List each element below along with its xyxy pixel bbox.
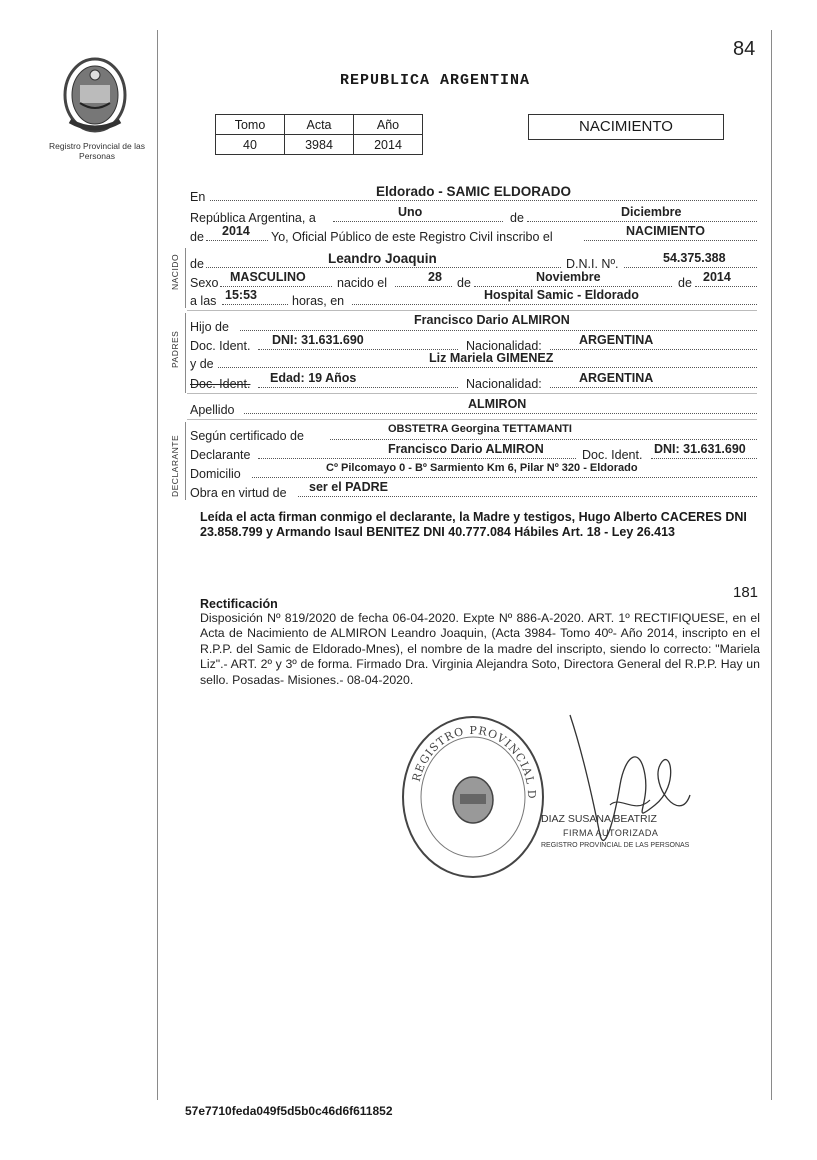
- document-country-title: REPUBLICA ARGENTINA: [340, 72, 531, 89]
- domicilio-label: Domicilio: [190, 467, 241, 481]
- stamp-name: DIAZ SUSANA BEATRIZ: [541, 813, 657, 825]
- address-value: Cº Pilcomayo 0 - Bº Sarmiento Km 6, Pilar Nº 320 - Eldorado: [326, 462, 638, 474]
- nacido-bracket: [185, 248, 186, 308]
- birth-year-value: 2014: [703, 270, 731, 284]
- padres-side-label: PADRES: [170, 330, 180, 368]
- inscribe-value: NACIMIENTO: [626, 224, 705, 238]
- place-value: Eldorado - SAMIC ELDORADO: [376, 184, 571, 199]
- svg-text:REGISTRO PROVINCIAL DE: REGISTRO PROVINCIAL D: [409, 723, 539, 800]
- birth-month-value: Noviembre: [536, 270, 601, 284]
- padres-bracket: [185, 313, 186, 393]
- mother-value: Liz Mariela GIMENEZ: [429, 351, 554, 365]
- docident3-label: Doc. Ident.: [582, 448, 643, 462]
- rectification-title: Rectificación: [200, 597, 278, 611]
- table-cell: 40: [216, 135, 285, 155]
- birth-time-value: 15:53: [225, 288, 257, 302]
- page-number: 84: [733, 38, 756, 60]
- declarant-value: Francisco Dario ALMIRON: [388, 442, 544, 456]
- table-header: Acta: [285, 115, 354, 135]
- nacido-label: nacido el: [337, 276, 388, 290]
- logo-caption: Registro Provincial de las Personas: [49, 141, 145, 161]
- horas-label: horas, en: [292, 294, 345, 308]
- section-divider: [187, 393, 757, 394]
- dni-value: 54.375.388: [663, 251, 726, 265]
- dni-label: D.N.I. Nº.: [566, 257, 619, 271]
- docident-label: Doc. Ident.: [190, 339, 251, 353]
- mother-doc-value: Edad: 19 Años: [270, 371, 357, 385]
- birth-place-value: Hospital Samic - Eldorado: [484, 288, 639, 302]
- rectification-number: 181: [733, 584, 759, 601]
- segun-label: Según certificado de: [190, 429, 304, 443]
- en-label: En: [190, 190, 206, 204]
- hijo-label: Hijo de: [190, 320, 229, 334]
- table-header: Tomo: [216, 115, 285, 135]
- de-label: de: [510, 211, 524, 225]
- surname-value: ALMIRON: [468, 397, 527, 411]
- de5-label: de: [678, 276, 692, 290]
- left-margin-line: [157, 30, 158, 1100]
- de3-label: de: [190, 257, 204, 271]
- table-cell: 2014: [354, 135, 423, 155]
- obra-label: Obra en virtud de: [190, 486, 287, 500]
- act-type-box: NACIMIENTO: [528, 114, 724, 140]
- father-doc-value: DNI: 31.631.690: [272, 333, 364, 347]
- declarante-side-label: DECLARANTE: [170, 434, 180, 497]
- dotted-line: [395, 274, 452, 287]
- mother-nat-value: ARGENTINA: [579, 371, 654, 385]
- sexo-label: Sexo: [190, 276, 219, 290]
- father-value: Francisco Dario ALMIRON: [414, 313, 570, 327]
- de4-label: de: [457, 276, 471, 290]
- alas-label: a las: [190, 294, 217, 308]
- capacity-value: ser el PADRE: [309, 480, 388, 494]
- declarant-doc-value: DNI: 31.631.690: [654, 442, 746, 456]
- table-cell: 3984: [285, 135, 354, 155]
- official-seal-icon: [398, 712, 548, 887]
- day-value: Uno: [398, 205, 423, 219]
- de2-label: de: [190, 230, 204, 244]
- document-hash: 57e7710feda049f5d5b0c46d6f611852: [185, 1104, 393, 1118]
- section-divider: [187, 310, 757, 311]
- stamp-role: FIRMA AUTORIZADA: [563, 828, 659, 838]
- apellido-label: Apellido: [190, 403, 235, 417]
- certificate-value: OBSTETRA Georgina TETTAMANTI: [388, 423, 572, 435]
- nacionalidad-label: Nacionalidad:: [466, 339, 542, 353]
- table-header: Año: [354, 115, 423, 135]
- nacionalidad2-label: Nacionalidad:: [466, 377, 542, 391]
- act-reference-table: [215, 114, 423, 155]
- section-divider: [187, 419, 757, 420]
- declarante-bracket: [185, 422, 186, 500]
- declarante-label: Declarante: [190, 448, 251, 462]
- father-nat-value: ARGENTINA: [579, 333, 654, 347]
- nacido-side-label: NACIDO: [170, 253, 180, 290]
- sex-value: MASCULINO: [230, 270, 306, 284]
- birth-day-value: 28: [428, 270, 442, 284]
- year-value: 2014: [222, 224, 250, 238]
- province-emblem-icon: [60, 55, 130, 135]
- docident2-label: Doc. Ident.: [190, 377, 251, 391]
- rectification-text: Disposición Nº 819/2020 de fecha 06-04-2020. Expte Nº 886-A-2020. ART. 1º RECTIFIQUESE, en el Acta de Nacimiento de ALMIRON Leandro Joaquin, (Acta 3984- Tomo 40º- Año 2014, inscripto en el R.P.P. del Samic de Eldorado-Mnes), el nombre de la madre del inscripto, siendo lo correcto: "Mariela Liz".- ART. 2º y 3º de forma. Firmado Dra. Virginia Alejandra Soto, Directora General del R.P.P. Hay un sello. Posadas- Misiones.- 08-04-2020.: [200, 611, 760, 687]
- child-name-value: Leandro Joaquin: [328, 251, 437, 266]
- right-margin-line: [771, 30, 772, 1100]
- month-value: Diciembre: [621, 205, 682, 219]
- republica-label: República Argentina, a: [190, 211, 316, 225]
- yde-label: y de: [190, 357, 214, 371]
- stamp-organization: REGISTRO PROVINCIAL DE LAS PERSONAS: [541, 842, 690, 849]
- closing-paragraph: Leída el acta firman conmigo el declarante, la Madre y testigos, Hugo Alberto CACERES DNI 23.858.799 y Armando Isaul BENITEZ DNI 40.777.084 Hábiles Art. 18 - Ley 26.413: [200, 510, 747, 539]
- oficial-label: Yo, Oficial Público de este Registro Civil inscribo el: [271, 230, 553, 244]
